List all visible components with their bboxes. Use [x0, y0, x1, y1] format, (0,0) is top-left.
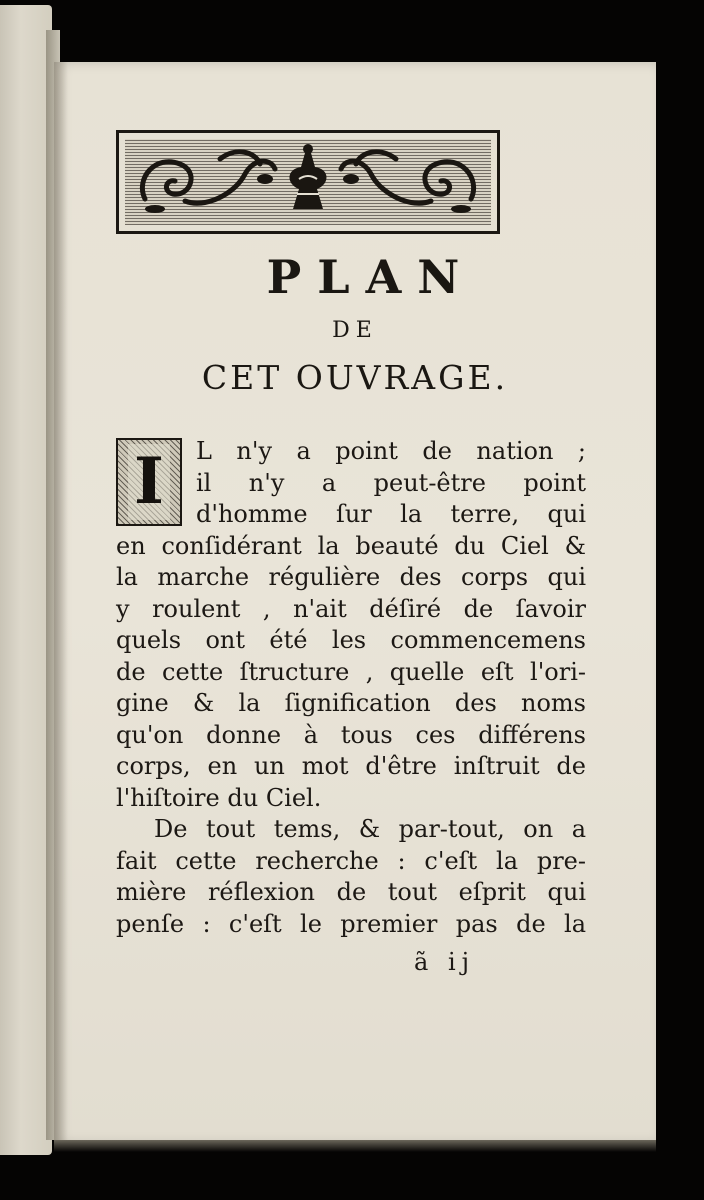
text-line: de cette ſtructure , quelle eſt l'ori- [116, 657, 586, 686]
page-spine-shadow [54, 62, 68, 1144]
text-line: y roulent , n'ait déſiré de ſavoir [116, 594, 586, 623]
text-line: l'hiſtoire du Ciel. [116, 783, 322, 812]
text-line: mière réflexion de tout eſprit qui [116, 878, 586, 906]
text-line: fait cette recherche : c'eſt la pre- [116, 846, 586, 875]
book-page [54, 62, 656, 1144]
title-cet-ouvrage: CET OUVRAGE. [201, 358, 509, 397]
facing-page-edge [0, 5, 52, 1155]
page-bottom-shadow [54, 1140, 656, 1152]
paragraph-2 [116, 814, 586, 940]
scroll-ornament-icon [125, 139, 491, 225]
text-line: il n'y a peut-être point [196, 468, 586, 497]
text-line: penſe : c'eſt le premier pas de la [116, 909, 586, 938]
text-line: gine & la ſignification des noms [116, 689, 586, 717]
title-plan: PLAN [266, 250, 476, 304]
text-line: la marche régulière des corps qui [116, 563, 586, 591]
text-line: qu'on donne à tous ces différens [116, 720, 586, 749]
headpiece-engraving [125, 139, 491, 225]
title-de: DE [332, 318, 378, 343]
text-line: De tout tems, & par-tout, on a [154, 815, 586, 843]
text-line: quels ont été les commencemens [116, 626, 586, 654]
text-line: d'homme ſur la terre, qui [196, 500, 586, 528]
text-line: corps, en un mot d'être inſtruit de [116, 752, 586, 780]
ornamental-headpiece [116, 130, 500, 234]
text-line: en conſidérant la beauté du Ciel & [116, 531, 586, 560]
paragraph-1 [116, 436, 586, 814]
text-line: L n'y a point de nation ; [196, 437, 586, 465]
signature-mark: ã ij [414, 948, 476, 976]
initial-letter: I [128, 444, 170, 520]
